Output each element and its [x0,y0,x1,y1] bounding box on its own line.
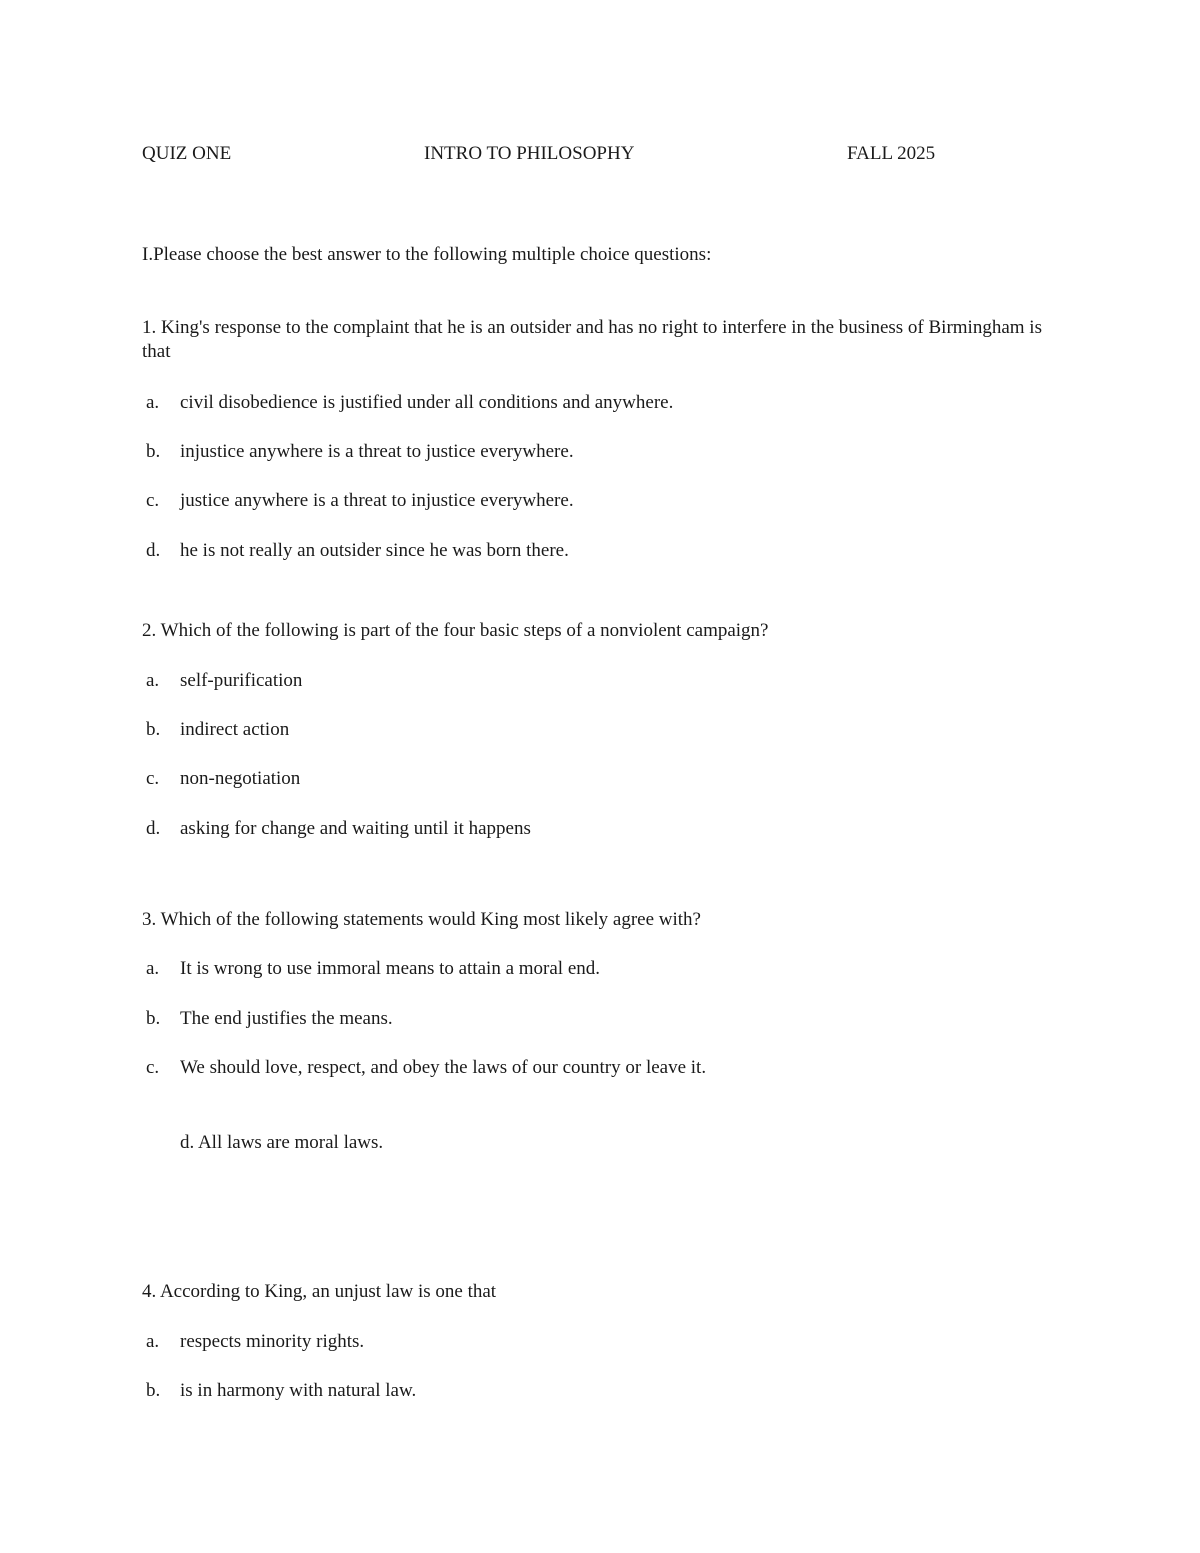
option-letter: c. [146,768,160,789]
option-text: injustice anywhere is a threat to justice everywhere. [180,441,574,462]
option-letter: b. [146,1008,161,1029]
option-text: We should love, respect, and obey the laws of our country or leave it. [180,1057,707,1078]
option-letter: a. [146,958,160,979]
instructions: I.Please choose the best answer to the following multiple choice questions: [142,244,712,265]
option-text: justice anywhere is a threat to injustice everywhere. [180,490,574,511]
option-letter: d. [146,818,161,839]
option-text: is in harmony with natural law. [180,1380,417,1401]
option-letter: a. [146,1331,160,1352]
option-text: indirect action [180,719,290,740]
header-course-title: INTRO TO PHILOSOPHY [424,143,635,164]
option-text: d. All laws are moral laws. [180,1132,384,1153]
option-text: It is wrong to use immoral means to attain a moral end. [180,958,601,979]
option-text: asking for change and waiting until it happens [180,818,531,839]
option-letter: c. [146,1057,160,1078]
option-letter: d. [146,540,161,561]
option-letter: b. [146,719,161,740]
header-quiz-title: QUIZ ONE [142,143,232,164]
option-text: The end justifies the means. [180,1008,393,1029]
question-1-prompt: 1. King's response to the complaint that he is an outsider and has no right to interfere in the business of Birmingham is that [142,317,1042,362]
option-text: civil disobedience is justified under all conditions and anywhere. [180,392,674,413]
option-letter: b. [146,1380,161,1401]
option-text: respects minority rights. [180,1331,365,1352]
question-3-prompt: 3. Which of the following statements would King most likely agree with? [142,909,701,930]
option-text: he is not really an outsider since he was born there. [180,540,569,561]
question-4-prompt: 4. According to King, an unjust law is one that [142,1281,497,1302]
option-letter: c. [146,490,160,511]
option-text: non-negotiation [180,768,301,789]
option-letter: a. [146,392,160,413]
option-letter: b. [146,441,161,462]
option-text: self-purification [180,670,303,691]
header-term: FALL 2025 [847,143,936,164]
option-letter: a. [146,670,160,691]
question-2-prompt: 2. Which of the following is part of the four basic steps of a nonviolent campaign? [142,620,769,641]
